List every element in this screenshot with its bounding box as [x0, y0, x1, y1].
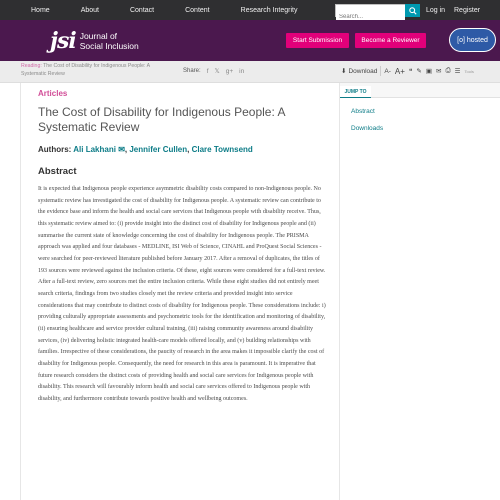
author-link[interactable]: Jennifer Cullen [129, 145, 188, 154]
download-link[interactable]: Download [348, 67, 378, 75]
divider [380, 66, 381, 76]
become-reviewer-button[interactable]: Become a Reviewer [355, 33, 426, 48]
jump-abstract-link[interactable]: Abstract [351, 108, 375, 115]
top-nav-menu [0, 0, 297, 20]
abstract-text: It is expected that Indigenous people experience asymmetric disability costs compared to non-Indigenous people. No systematic review has investigated the cost of disability for Indigenous people. A systematic review can contribute to the evidence base and inform the health and social care services that Indigenous people with disability receive. Thus, this systematic review aimed to: (i) provide insight into the distinct cost of disability for Indigenous people and (ii) summarise the current state of knowledge concerning the cost of disability for Indigenous people. The PRISMA approach was applied and four databases - MEDLINE, ISI Web of Science, CINAHL and ProQuest Social Sciences - were searched for peer-reviewed literature published before January 2017. After a removal of duplicates, the titles of 193 sources were reviewed against the inclusion criteria. Of these, eight sources were considered for a full-text review. After a full-text review, zero sources met the entire inclusion criteria. While these eight studies did not entirely meet search criteria, findings from two studies closely met the review criteria and provided insight into service considerations that may contribute to distinct costs of disability for Indigenous people. These considerations include: i) providing culturally appropriate assessments and psychometric tools for the identification and monitoring of disability, (ii) ensuring healthcare and service provider cultural training, (iii) raising community awareness around disability services, (iv) delivering holistic integrated health-care models offered locally, and (v) building relationships with families. Irrespective of these considerations, the paucity of research in the area makes it impossible clarify the cost of disability for Indigenous people. Consequently, the need for research in this area is paramount. It is imperative that future research considers the distinct costs of providing health and social care services for Indigenous people with disability. This research will favourably inform health and social care services offered to Indigenous people with disability, and furthermore contribute towards positive health and wellbeing outcomes. [38, 186, 326, 402]
image-icon[interactable]: ▣ [425, 68, 432, 75]
journal-logo[interactable] [50, 20, 139, 61]
list-icon[interactable]: ☰ [454, 68, 461, 75]
nav-home-link[interactable]: Home [31, 6, 50, 14]
tools-label[interactable]: Tools [464, 68, 474, 74]
register-link[interactable]: Register [454, 6, 481, 14]
font-smaller-button[interactable]: A- [384, 67, 391, 75]
nav-about-link[interactable]: About [80, 6, 99, 14]
google-plus-icon[interactable]: g+ [225, 67, 234, 75]
edit-icon[interactable]: ✎ [416, 68, 422, 75]
jump-downloads-link[interactable]: Downloads [351, 125, 384, 132]
reading-title: The Cost of Disability for Indigenous People: A Systematic Review [21, 63, 150, 77]
login-link[interactable]: Log in [426, 6, 446, 14]
share-label: Share: [183, 68, 201, 74]
jump-to-tab[interactable]: JUMP TO [340, 86, 371, 98]
font-larger-button[interactable]: A+ [394, 66, 405, 76]
logo-text [80, 31, 139, 51]
logo-mark: jsi [50, 27, 76, 54]
nav-content-link[interactable]: Content [185, 6, 210, 14]
authors-label: Authors: [38, 145, 72, 154]
author-link[interactable]: Clare Townsend [191, 145, 253, 154]
article-title: The Cost of Disability for Indigenous People: A Systematic Review [38, 105, 285, 134]
logo-text-line2: Social Inclusion [79, 40, 139, 51]
email-icon[interactable]: ✉ [118, 145, 125, 154]
hosted-badge[interactable]: [o] hosted [449, 28, 496, 52]
author-link[interactable]: Ali Lakhani [73, 145, 116, 154]
linkedin-icon[interactable]: in [239, 67, 245, 75]
email-icon[interactable]: ✉ [436, 68, 442, 75]
start-submission-button[interactable]: Start Submission [286, 33, 349, 48]
search-box [335, 4, 420, 17]
share-bar [183, 67, 244, 75]
nav-research-integrity-link[interactable]: Research Integrity [240, 6, 298, 14]
reading-info [21, 62, 171, 78]
article-tools [341, 66, 474, 76]
authors-line: Authors: Ali Lakhani ✉, Jennifer Cullen, Clare Townsend [38, 145, 253, 154]
search-button[interactable] [405, 4, 420, 17]
print-icon[interactable]: ⎙ [445, 67, 451, 74]
download-icon[interactable]: ⬇ [341, 68, 347, 75]
cite-icon[interactable]: ❝ [408, 68, 413, 75]
reading-label: Reading: [21, 63, 42, 69]
section-label[interactable]: Articles [38, 89, 68, 98]
logo-text-line1: Journal of [79, 30, 118, 41]
search-icon [409, 7, 417, 15]
abstract-heading: Abstract [38, 166, 77, 177]
nav-contact-link[interactable]: Contact [129, 6, 155, 14]
facebook-icon[interactable]: f [206, 67, 209, 75]
twitter-icon[interactable]: 𝕏 [214, 68, 220, 75]
